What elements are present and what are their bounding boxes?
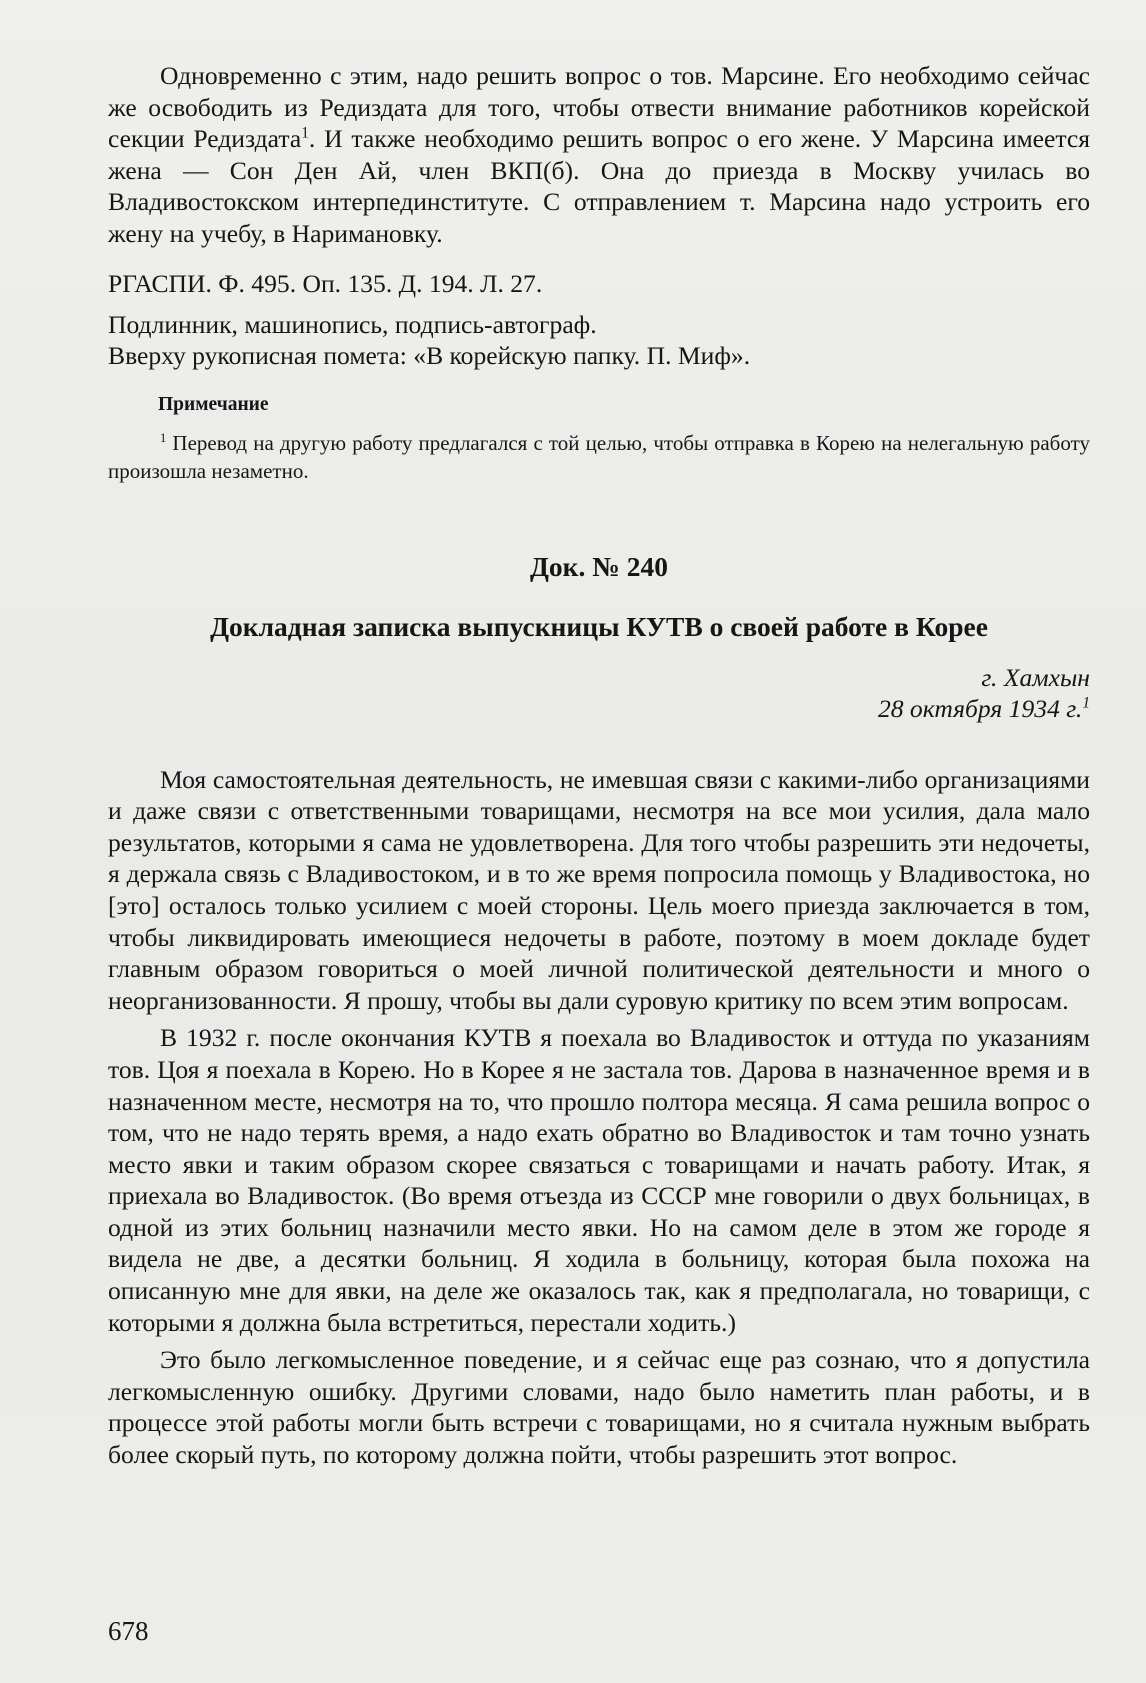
date-text: 28 октября 1934 г. <box>877 693 1083 723</box>
text-column <box>108 60 1090 1471</box>
body-paragraph: Это было легкомысленное поведение, и я сейчас еще раз сознаю, что я допустила легкомысленную ошибку. Другими словами, надо было наметить план работы, и в процессе этой работы могли быть встречи с товарищами, но я считала нужным выбрать более скорый путь, по которому должна пойти, чтобы разрешить этот вопрос. <box>108 1345 1090 1470</box>
footnote-ref: 1 <box>301 124 309 142</box>
top-paragraph <box>108 60 1090 250</box>
document-title: Докладная записка выпускницы КУТВ о своей работе в Корее <box>210 610 988 642</box>
document-date <box>108 693 1090 724</box>
top-paragraph-text: Одновременно с этим, надо решить вопрос о тов. Марсине. Его необходимо сейчас же освободить из Редиздата для того, чтобы отвести внимание работников корейской секции Редиздата <box>108 61 1090 154</box>
archive-reference: РГАСПИ. Ф. 495. Оп. 135. Д. 194. Л. 27. <box>108 268 543 298</box>
date-footnote-ref: 1 <box>1082 694 1090 712</box>
page-number: 678 <box>108 1616 149 1646</box>
body-paragraph: В 1932 г. после окончания КУТВ я поехала во Владивосток и оттуда по указаниям тов. Цоя я поехала в Корею. Но в Корее я не застала тов. Дарова в назначенное время и в назначенном месте, несмотря на то, что прошло полтора месяца. Я сама решила вопрос о том, что не надо терять время, а надо ехать обратно во Владивосток и там точно узнать место явки и таким образом скорее связаться с товарищами и начать работу. Итак, я приехала во Владивосток. (Во время отъезда из СССР мне говорили о двух больницах, в одной из этих больниц назначили место явки. Но на самом деле в этом же городе я видела не две, а десятки больниц. Я ходила в больницу, которая была похожа на описанную мне для явки, на деле же оказалось так, как я предполагала, но товарищи, с которыми я должна была встретиться, перестали ходить.) <box>108 1023 1090 1337</box>
footnote-text: Перевод на другую работу предлагался с той целью, чтобы отправка в Корею на нелегальную работу произошла незаметно. <box>108 430 1090 483</box>
handwritten-note: Вверху рукописная помета: «В корейскую папку. П. Миф». <box>108 340 751 370</box>
notes-heading: Примечание <box>158 393 269 415</box>
body-paragraph: Моя самостоятельная деятельность, не имевшая связи с какими-либо организациями и даже связи с ответственными товарищами, несмотря на все мои усилия, дала мало результатов, которыми я сама не удовлетворена. Для того чтобы разрешить эти недочеты, я держала связь с Владивостоком, и в то же время попросила помощь у Владивостока, но [это] осталось только усилием с моей стороны. Цель моего приезда заключается в том, чтобы ликвидировать имеющиеся недочеты в работе, поэтому в моем докладе будет главным образом говориться о моей личной политической деятельности и много о неорганизованности. Я прошу, чтобы вы дали суровую критику по всем этим вопросам. <box>108 764 1090 1015</box>
footnote <box>108 429 1090 485</box>
document-number: Док. № 240 <box>529 550 669 582</box>
original-note: Подлинник, машинопись, подпись-автограф. <box>108 309 597 339</box>
footnote-marker: 1 <box>160 430 167 445</box>
document-place: г. Хамхын <box>981 662 1090 692</box>
top-paragraph-text-cont: . И также необходимо решить вопрос о его жене. У Марсина имеется жена — Сон Ден Ай, член ВКП(б). Она до приезда в Москву училась во Владивостокском интерпединституте. С отправлением т. Марсина надо устроить его жену на учебу, в Наримановку. <box>108 124 1090 248</box>
